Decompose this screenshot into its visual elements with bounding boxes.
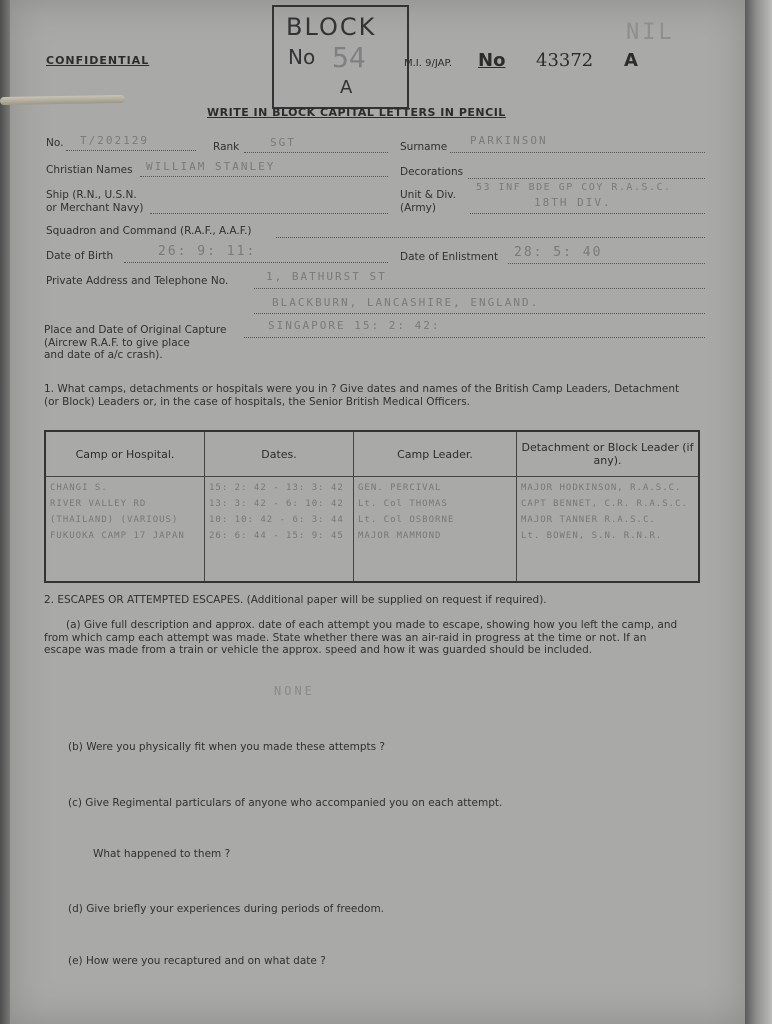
q1-text-2: (or Block) Leaders or, in the case of hospitals, the Senior British Medical Officers. xyxy=(44,396,471,408)
corner-note: NIL xyxy=(626,20,675,45)
instruction-heading: WRITE IN BLOCK CAPITAL LETTERS IN PENCIL xyxy=(207,106,506,119)
capture-value: SINGAPORE 15: 2: 42: xyxy=(268,319,441,332)
address-value-2: BLACKBURN, LANCASHIRE, ENGLAND. xyxy=(272,296,540,309)
block-stamp xyxy=(272,5,409,109)
block-letter: A xyxy=(340,77,353,98)
cell-camp-leader: GEN. PERCIVAL Lt. Col THOMAS Lt. Col OSBORNE MAJOR MAMMOND xyxy=(354,477,517,583)
q2d-text: (d) Give briefly your experiences during periods of freedom. xyxy=(68,903,385,915)
camps-table xyxy=(44,430,700,583)
q2c-text: (c) Give Regimental particulars of anyone who accompanied you on each attempt. xyxy=(68,797,503,809)
capture-label-3: and date of a/c crash). xyxy=(44,349,163,361)
rank-label: Rank xyxy=(213,141,240,153)
unit-label-2: (Army) xyxy=(400,202,436,214)
q2-title: 2. ESCAPES OR ATTEMPTED ESCAPES. (Additional paper will be supplied on request if required). xyxy=(44,594,547,606)
address-value-1: 1, BATHURST ST xyxy=(266,270,387,283)
q2a-text-3: escape was made from a train or vehicle the approx. speed and how it was guarded should be included. xyxy=(44,644,593,656)
q2a-text-1: (a) Give full description and approx. date of each attempt you made to escape, showing how you left the camp, and xyxy=(66,619,678,631)
christian-names-label: Christian Names xyxy=(46,164,133,176)
no-value: T/202129 xyxy=(80,134,149,147)
unit-value-2: 18TH DIV. xyxy=(534,196,612,209)
cell-detachment-leader: MAJOR HODKINSON, R.A.S.C. CAPT BENNET, C.R. R.A.S.C. MAJOR TANNER R.A.S.C. Lt. BOWEN, S.N. R.N.R. xyxy=(517,477,700,583)
confidential-label: CONFIDENTIAL xyxy=(46,54,150,67)
q2a-text-2: from which camp each attempt was made. State whether there was an air-raid in progress at the time or not. If an xyxy=(44,632,647,644)
capture-label-1: Place and Date of Original Capture xyxy=(44,324,227,336)
col-dates: Dates. xyxy=(205,431,354,477)
q2a-answer: NONE xyxy=(274,684,315,698)
col-camp: Camp or Hospital. xyxy=(45,431,205,477)
page-stack-edge xyxy=(745,0,772,1024)
block-no-value: 54 xyxy=(332,41,366,74)
surname-label: Surname xyxy=(400,141,448,153)
enlistment-value: 28: 5: 40 xyxy=(514,245,603,260)
address-label: Private Address and Telephone No. xyxy=(46,275,229,287)
dob-value: 26: 9: 11: xyxy=(158,244,257,259)
q2e-text: (e) How were you recaptured and on what date ? xyxy=(68,955,326,967)
ship-label-2: or Merchant Navy) xyxy=(46,202,144,214)
decorations-label: Decorations xyxy=(400,166,464,178)
block-word: BLOCK xyxy=(286,13,377,41)
col-camp-leader: Camp Leader. xyxy=(354,431,517,477)
q1-text-1: 1. What camps, detachments or hospitals were you in ? Give dates and names of the British Camp Leaders, Detachment xyxy=(44,383,680,395)
number-label: No xyxy=(478,50,506,71)
dob-label: Date of Birth xyxy=(46,250,114,262)
cell-camp: CHANGI S. RIVER VALLEY RD (THAILAND) (VARIOUS) FUKUOKA CAMP 17 JAPAN xyxy=(45,477,205,583)
rank-value: SGT xyxy=(270,136,296,149)
surname-value: PARKINSON xyxy=(470,134,548,147)
enlistment-label: Date of Enlistment xyxy=(400,251,499,263)
q2b-text: (b) Were you physically fit when you made these attempts ? xyxy=(68,741,385,753)
ship-label-1: Ship (R.N., U.S.N. xyxy=(46,189,137,201)
block-no-label: No xyxy=(288,45,316,69)
cell-dates: 15: 2: 42 - 13: 3: 42 13: 3: 42 - 6: 10: 42 10: 10: 42 - 6: 3: 44 26: 6: 44 - 15: 9: 45 xyxy=(205,477,354,583)
number-suffix: A xyxy=(624,50,638,71)
unit-label-1: Unit & Div. xyxy=(400,189,456,201)
unit-value-1: 53 INF BDE GP COY R.A.S.C. xyxy=(476,182,672,193)
q2c-followup-text: What happened to them ? xyxy=(93,848,231,860)
christian-names-value: WILLIAM STANLEY xyxy=(146,160,276,173)
number-value: 43372 xyxy=(536,50,594,71)
capture-label-2: (Aircrew R.A.F. to give place xyxy=(44,337,190,349)
no-label: No. xyxy=(46,137,64,149)
table-row xyxy=(45,477,699,583)
squadron-label: Squadron and Command (R.A.F., A.A.F.) xyxy=(46,225,252,237)
col-detachment-leader: Detachment or Block Leader (if any). xyxy=(517,431,700,477)
mi9-ref: M.I. 9/JAP. xyxy=(404,58,453,69)
